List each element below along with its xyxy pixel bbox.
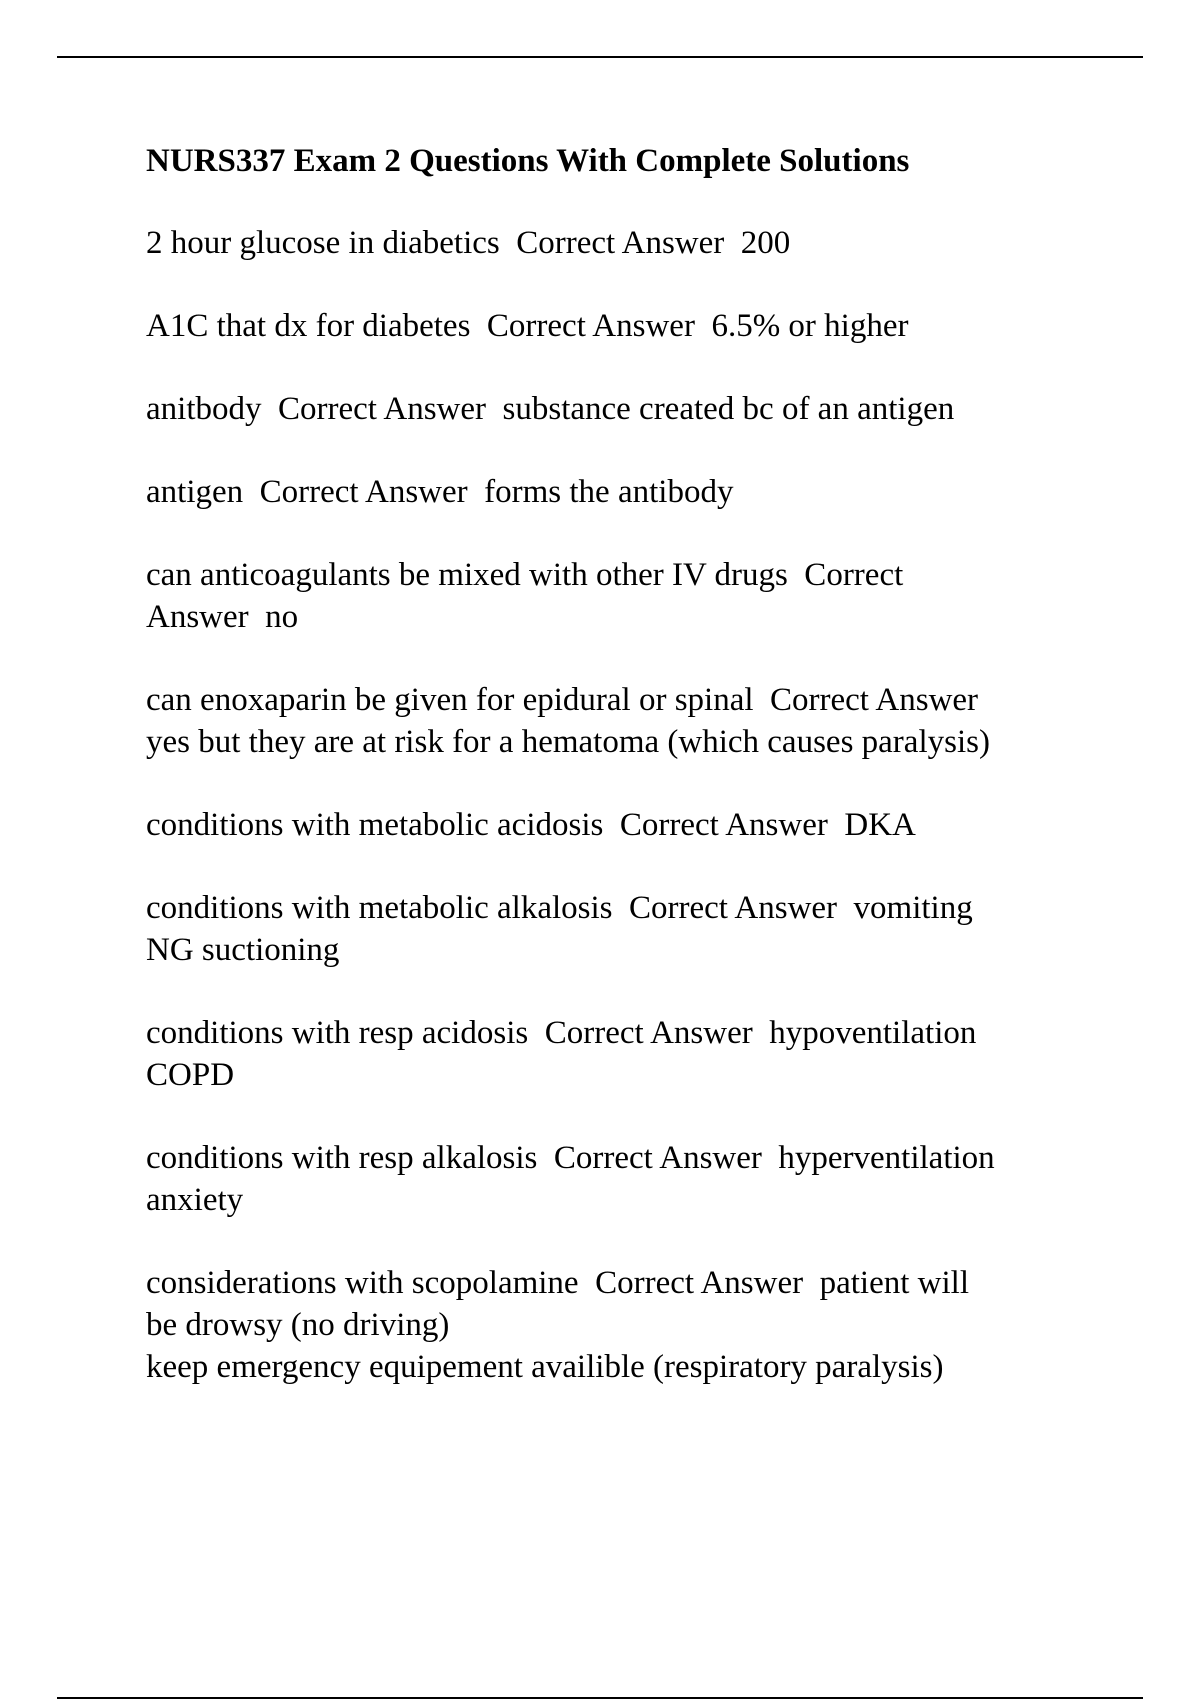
document-title: NURS337 Exam 2 Questions With Complete Solutions [146, 143, 910, 179]
page-content [146, 140, 1106, 1429]
qa-entry: conditions with metabolic alkalosis Correct Answer vomiting NG suctioning [146, 890, 973, 968]
header-rule [57, 56, 1143, 58]
qa-entry: can anticoagulants be mixed with other IV drugs Correct Answer no [146, 557, 904, 635]
qa-entry: conditions with resp acidosis Correct Answer hypoventilation COPD [146, 1015, 977, 1093]
qa-entry: considerations with scopolamine Correct Answer patient will be drowsy (no driving) keep emergency equipement availible (respiratory paralysis) [146, 1265, 969, 1385]
qa-entry: anitbody Correct Answer substance created bc of an antigen [146, 391, 955, 427]
qa-entry: can enoxaparin be given for epidural or spinal Correct Answer yes but they are at risk for a hematoma (which causes paralysis) [146, 682, 990, 760]
footer-rule [57, 1697, 1143, 1699]
qa-entry: A1C that dx for diabetes Correct Answer 6.5% or higher [146, 308, 909, 344]
qa-entry: conditions with metabolic acidosis Correct Answer DKA [146, 807, 916, 843]
qa-entry: conditions with resp alkalosis Correct Answer hyperventilation anxiety [146, 1140, 995, 1218]
qa-entry: 2 hour glucose in diabetics Correct Answer 200 [146, 225, 791, 261]
qa-entry: antigen Correct Answer forms the antibody [146, 474, 734, 510]
